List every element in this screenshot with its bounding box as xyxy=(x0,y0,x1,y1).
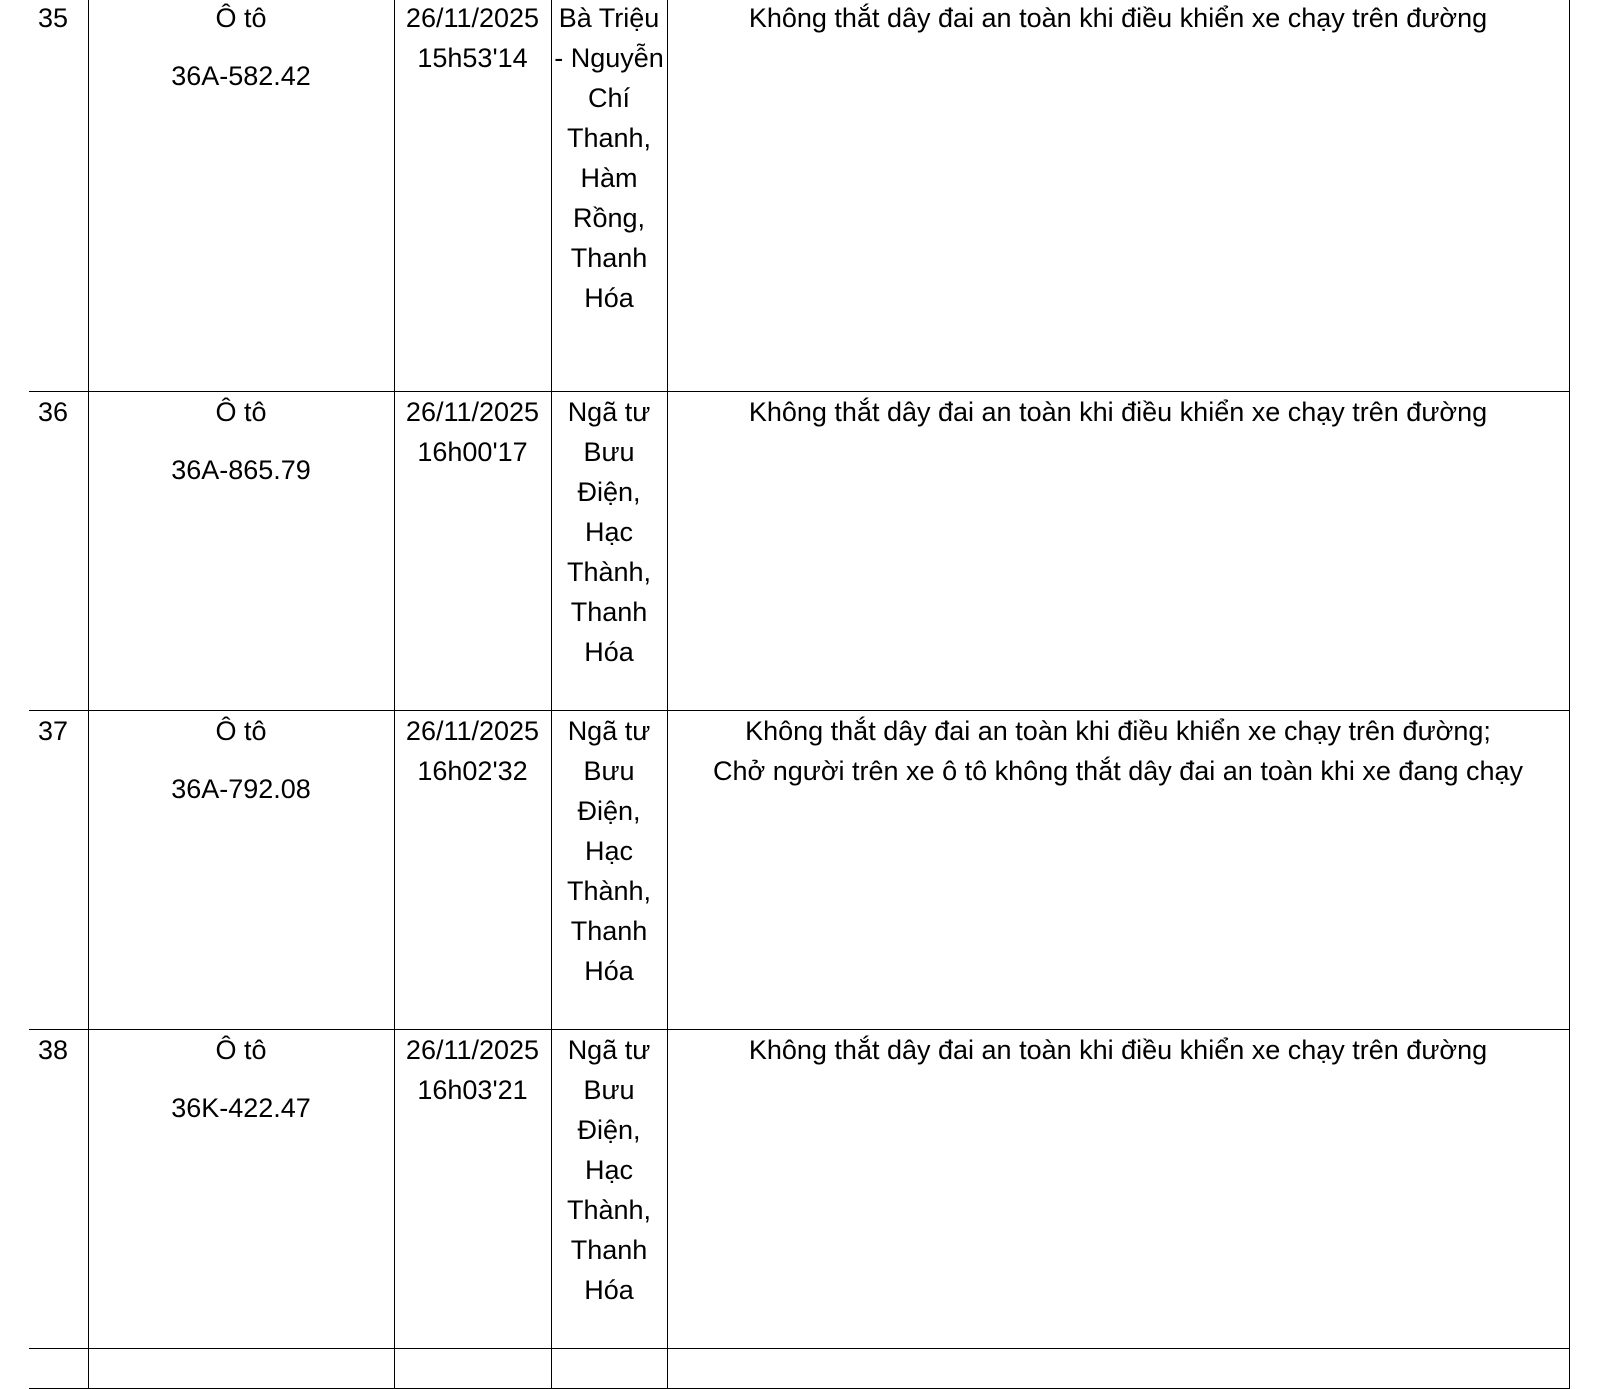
vehicle-cell xyxy=(88,710,394,1029)
violation-date: 26/11/2025 xyxy=(405,396,540,427)
empty-cell xyxy=(551,1348,667,1388)
table-row xyxy=(29,391,1569,710)
violation-location: Bà Triệu - Nguyễn Chí Thanh, Hàm Rồng, Thanh Hóa xyxy=(551,0,667,391)
empty-cell xyxy=(88,1348,394,1388)
row-number: 35 xyxy=(29,0,88,391)
violation-time-cell xyxy=(394,0,551,391)
vehicle-type: Ô tô xyxy=(215,715,267,746)
violation-time-cell xyxy=(394,391,551,710)
empty-cell xyxy=(394,1348,551,1388)
table-row xyxy=(29,710,1569,1029)
violation-time: 16h02'32 xyxy=(417,755,528,786)
violation-location: Ngã tư Bưu Điện, Hạc Thành, Thanh Hóa xyxy=(551,1029,667,1348)
violation-location: Ngã tư Bưu Điện, Hạc Thành, Thanh Hóa xyxy=(551,391,667,710)
violation-time-cell xyxy=(394,710,551,1029)
vehicle-cell xyxy=(88,391,394,710)
violation-time: 16h00'17 xyxy=(417,436,528,467)
vehicle-cell xyxy=(88,1029,394,1348)
offence-cell xyxy=(667,710,1569,1029)
vehicle-type: Ô tô xyxy=(215,396,267,427)
violation-time: 16h03'21 xyxy=(417,1074,528,1105)
empty-cell xyxy=(667,1348,1569,1388)
violation-date: 26/11/2025 xyxy=(405,3,540,33)
license-plate: 36A-792.08 xyxy=(171,773,311,804)
license-plate: 36A-865.79 xyxy=(171,454,311,485)
empty-cell xyxy=(29,1348,88,1388)
row-number: 37 xyxy=(29,710,88,1029)
violations-table xyxy=(29,0,1570,1389)
vehicle-type: Ô tô xyxy=(215,3,267,33)
violation-location: Ngã tư Bưu Điện, Hạc Thành, Thanh Hóa xyxy=(551,710,667,1029)
offence-cell xyxy=(667,0,1569,391)
violation-time: 15h53'14 xyxy=(417,43,528,73)
violation-time-cell xyxy=(394,1029,551,1348)
table-row-partial xyxy=(29,1348,1569,1388)
offence-text: Không thắt dây đai an toàn khi điều khiển xe chạy trên đường xyxy=(748,1034,1488,1065)
row-number: 36 xyxy=(29,391,88,710)
offence-text: Không thắt dây đai an toàn khi điều khiển xe chạy trên đường; xyxy=(745,715,1491,746)
offence-cell xyxy=(667,1029,1569,1348)
vehicle-type: Ô tô xyxy=(215,1034,267,1065)
violation-date: 26/11/2025 xyxy=(405,1034,540,1065)
license-plate: 36A-582.42 xyxy=(171,61,311,91)
table-row xyxy=(29,1029,1569,1348)
offence-text: Chở người trên xe ô tô không thắt dây đai an toàn khi xe đang chạy xyxy=(713,755,1523,786)
row-number: 38 xyxy=(29,1029,88,1348)
table-row xyxy=(29,0,1569,391)
offence-cell xyxy=(667,391,1569,710)
violation-date: 26/11/2025 xyxy=(405,715,540,746)
license-plate: 36K-422.47 xyxy=(171,1092,311,1123)
offence-text: Không thắt dây đai an toàn khi điều khiển xe chạy trên đường xyxy=(748,3,1488,33)
offence-text: Không thắt dây đai an toàn khi điều khiển xe chạy trên đường xyxy=(748,396,1488,427)
vehicle-cell xyxy=(88,0,394,391)
